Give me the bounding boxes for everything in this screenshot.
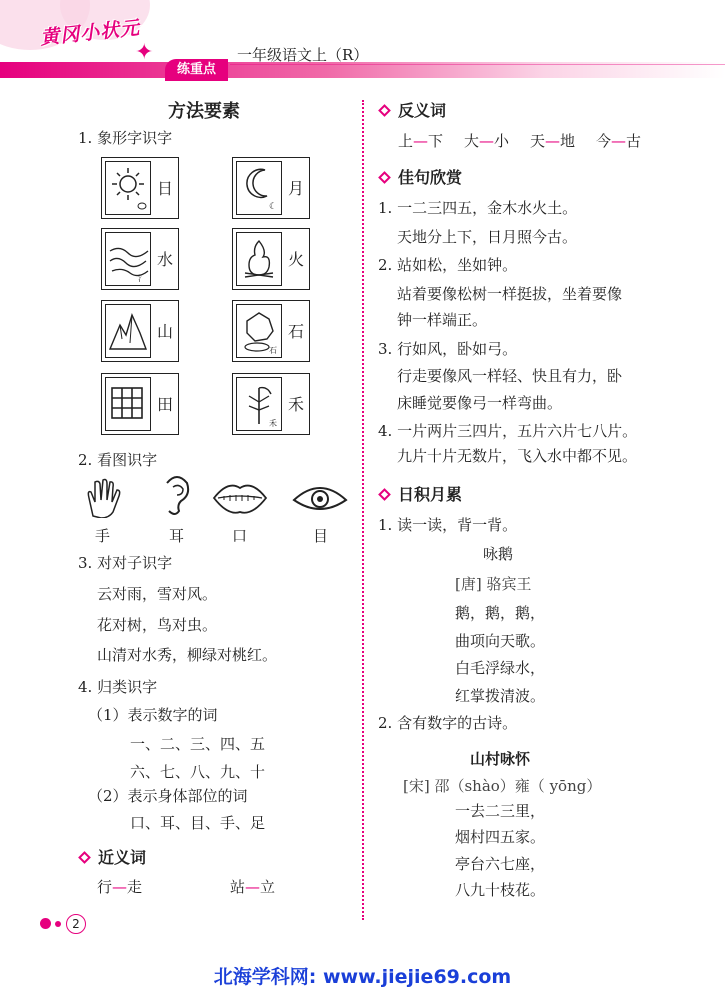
star-icon: ✦ (135, 40, 154, 65)
sentence-line: 1. 一二三四五，金木水火土。 (378, 199, 578, 217)
organ-label: 目 (313, 527, 329, 545)
pictograph-water (101, 228, 179, 290)
poem-line: 白毛浮绿水， (455, 659, 546, 677)
brand-logo: 黄冈小状元 (39, 16, 142, 50)
poem-line: 曲项向天歌。 (455, 632, 546, 650)
ear-icon (147, 473, 207, 513)
read-instruction: 1. 读一读，背一背。 (378, 516, 518, 534)
poem-author: [唐] 骆宾王 (455, 575, 532, 593)
diamond-icon (78, 851, 91, 864)
pictograph-char: 田 (157, 395, 174, 414)
sentence-line: 2. 站如松，坐如钟。 (378, 256, 518, 274)
pictograph-char: 水 (157, 250, 174, 269)
poem-title: 山村咏怀 (470, 750, 531, 768)
poem-line: 一去二三里， (455, 802, 546, 820)
svg-text:禾: 禾 (269, 419, 277, 428)
pictograph-char: 石 (288, 322, 305, 341)
page-title: 方法要素 (168, 101, 240, 122)
hand-icon (75, 478, 135, 518)
poem-title: 咏鹅 (483, 545, 514, 563)
subsection-body-title: （2）表示身体部位的词 (88, 787, 248, 805)
water-icon (105, 232, 151, 286)
numbers-line: 六、七、八、九、十 (130, 763, 266, 781)
synonym-pair: 行—走 (97, 878, 143, 896)
antonym-pair: 上—下 (398, 132, 444, 150)
pictograph-field (101, 373, 179, 435)
dot-icon (55, 921, 61, 927)
sentence-line: 站着要像松树一样挺拔，坐着要像 (397, 285, 623, 303)
dot-icon (40, 918, 51, 929)
poem-line: 红掌拨清波。 (455, 687, 546, 705)
header-underline (230, 64, 725, 65)
pictograph-mountain (101, 300, 179, 362)
pictograph-sun (101, 157, 179, 219)
section-category-title: 4. 归类识字 (78, 678, 158, 696)
antonym-pair: 今—古 (596, 132, 642, 150)
stone-icon (236, 304, 282, 358)
sentence-line: 4. 一片两片三四片，五片六片七八片。 (378, 422, 638, 440)
page-indicator (40, 913, 86, 934)
numbers-line: 一、二、三、四、五 (130, 735, 266, 753)
pictograph-grain (232, 373, 310, 435)
sentence-line: 床睡觉要像弓一样弯曲。 (397, 394, 563, 412)
poem-line: 亭台六七座， (455, 855, 546, 873)
couplet-line: 花对树，鸟对虫。 (97, 616, 218, 634)
mouth-icon (210, 478, 270, 518)
eye-icon (290, 480, 350, 520)
moon-icon (236, 161, 282, 215)
section-picture-title: 2. 看图识字 (78, 451, 158, 469)
grade-title: 一年级语文上（R） (237, 46, 369, 64)
page-number: 2 (66, 914, 86, 934)
antonym-title: 反义词 (380, 98, 446, 121)
column-divider (362, 100, 364, 920)
organ-label: 手 (95, 527, 111, 545)
sentence-line: 九片十片无数片，飞入水中都不见。 (397, 447, 638, 465)
subsection-numbers-title: （1）表示数字的词 (88, 706, 218, 724)
antonym-pair: 大—小 (464, 132, 510, 150)
svg-text:☾: ☾ (269, 202, 278, 212)
antonym-pair: 天—地 (530, 132, 576, 150)
sentence-line: 3. 行如风，卧如弓。 (378, 340, 518, 358)
pictograph-char: 禾 (288, 395, 305, 414)
practice-label: 练重点 (165, 59, 228, 81)
pictograph-char: 月 (288, 179, 305, 198)
diamond-icon (378, 104, 391, 117)
pictograph-char: 日 (157, 179, 174, 198)
pictograph-char: 火 (288, 250, 305, 269)
fire-icon (236, 232, 282, 286)
diamond-icon (378, 488, 391, 501)
accumulate-title: 日积月累 (380, 482, 462, 505)
couplet-line: 山清对水秀，柳绿对桃红。 (97, 646, 278, 664)
sentence-line: 行走要像风一样轻、快且有力，卧 (397, 367, 623, 385)
poem-line: 烟村四五家。 (455, 828, 546, 846)
svg-text:氵: 氵 (138, 274, 146, 283)
poem-author: [宋] 邵（shào）雍（ yōng） (403, 777, 602, 795)
section-couplet-title: 3. 对对子识字 (78, 554, 173, 572)
organ-label: 耳 (169, 527, 185, 545)
synonym-title: 近义词 (80, 845, 146, 868)
mountain-icon (105, 304, 151, 358)
sentence-line: 天地分上下，日月照今古。 (397, 228, 578, 246)
diamond-icon (378, 171, 391, 184)
body-parts-line: 口、耳、目、手、足 (130, 814, 266, 832)
field-icon (105, 377, 151, 431)
section-pictograph-title: 1. 象形字识字 (78, 129, 173, 147)
sentences-title: 佳句欣赏 (380, 165, 462, 188)
svg-text:石: 石 (269, 346, 277, 355)
pictograph-stone (232, 300, 310, 362)
poem2-heading: 2. 含有数字的古诗。 (378, 714, 518, 732)
pictograph-fire (232, 228, 310, 290)
couplet-line: 云对雨，雪对风。 (97, 585, 218, 603)
pictograph-char: 山 (157, 322, 174, 341)
poem-line: 八九十枝花。 (455, 881, 546, 899)
sun-icon (105, 161, 151, 215)
sentence-line: 钟一样端正。 (397, 311, 488, 329)
poem-line: 鹅，鹅，鹅， (455, 604, 546, 622)
watermark: 北海学科网: www.jiejie69.com (213, 966, 512, 988)
pictograph-moon (232, 157, 310, 219)
grain-icon (236, 377, 282, 431)
synonym-pair: 站—立 (230, 878, 276, 896)
organ-label: 口 (232, 527, 248, 545)
